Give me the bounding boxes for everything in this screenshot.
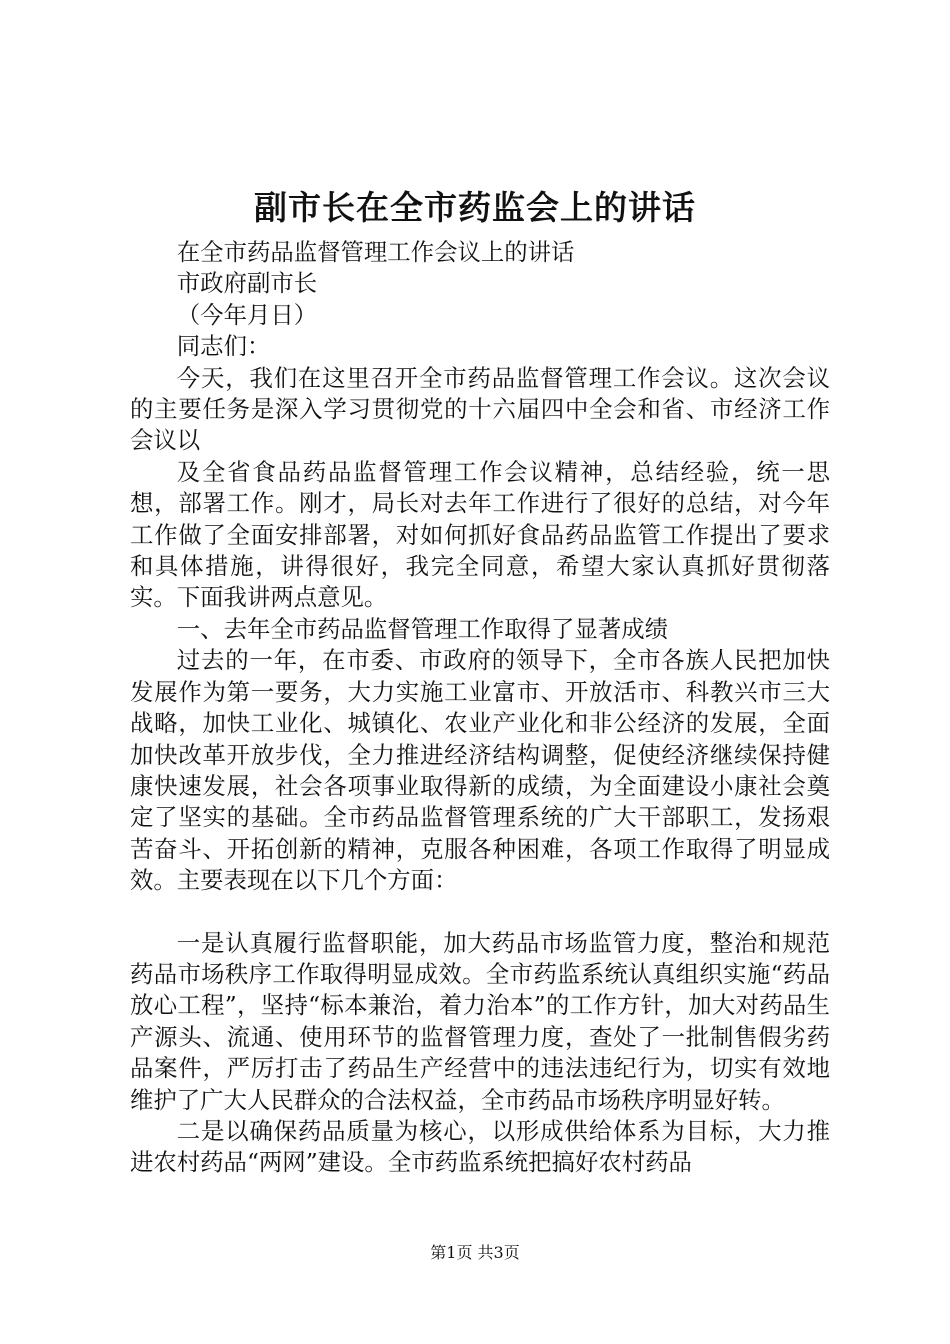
paragraph-intro-continued: 及全省食品药品监督管理工作会议精神，总结经验，统一思想，部署工作。刚才，局长对去年工作进行了很好的总结，对今年工作做了全面安排部署，对如何抓好食品药品监管工作提出了要求和具体措施，讲得很好，我完全同意，希望大家认真抓好贯彻落实。下面我讲两点意见。 xyxy=(130,457,830,612)
date-line: （今年月日） xyxy=(176,300,318,329)
speaker-line: 市政府副市长 xyxy=(176,269,318,298)
paragraph-review: 过去的一年，在市委、市政府的领导下，全市各族人民把加快发展作为第一要务，大力实施工业富市、开放活市、科教兴市三大战略，加快工业化、城镇化、农业产业化和非公经济的发展，全面加快改革开放步伐，全力推进经济结构调整，促使经济继续保持健康快速发展，社会各项事业取得新的成绩，为全面建设小康社会奠定了坚实的基础。全市药品监督管理系统的广大干部职工，发扬艰苦奋斗、开拓创新的精神，克服各种困难，各项工作取得了明显成效。主要表现在以下几个方面： xyxy=(130,646,830,895)
page-footer: 第1页 共3页 xyxy=(430,1243,520,1262)
document-title: 副市长在全市药监会上的讲话 xyxy=(254,188,696,227)
speech-heading: 在全市药品监督管理工作会议上的讲话 xyxy=(176,238,575,266)
document-body xyxy=(130,237,830,1179)
paragraph-point-1: 一是认真履行监督职能，加大药品市场监管力度，整治和规范药品市场秩序工作取得明显成效。全市药监系统认真组织实施“药品放心工程”，坚持“标本兼治，着力治本”的工作方针，加大对药品生产源头、流通、使用环节的监督管理力度，查处了一批制售假劣药品案件，严厉打击了药品生产经营中的违法违纪行为，切实有效地维护了广大人民群众的合法权益，全市药品市场秩序明显好转。 xyxy=(130,928,830,1114)
paragraph-point-2: 二是以确保药品质量为核心，以形成供给体系为目标，大力推进农村药品“两网”建设。全市药监系统把搞好农村药品 xyxy=(130,1116,830,1177)
section-heading-1: 一、去年全市药品监督管理工作取得了显著成绩 xyxy=(176,614,668,643)
salutation: 同志们： xyxy=(176,332,271,361)
paragraph-intro: 今天，我们在这里召开全市药品监督管理工作会议。这次会议的主要任务是深入学习贯彻党的十六届四中全会和省、市经济工作会议以 xyxy=(130,363,830,455)
